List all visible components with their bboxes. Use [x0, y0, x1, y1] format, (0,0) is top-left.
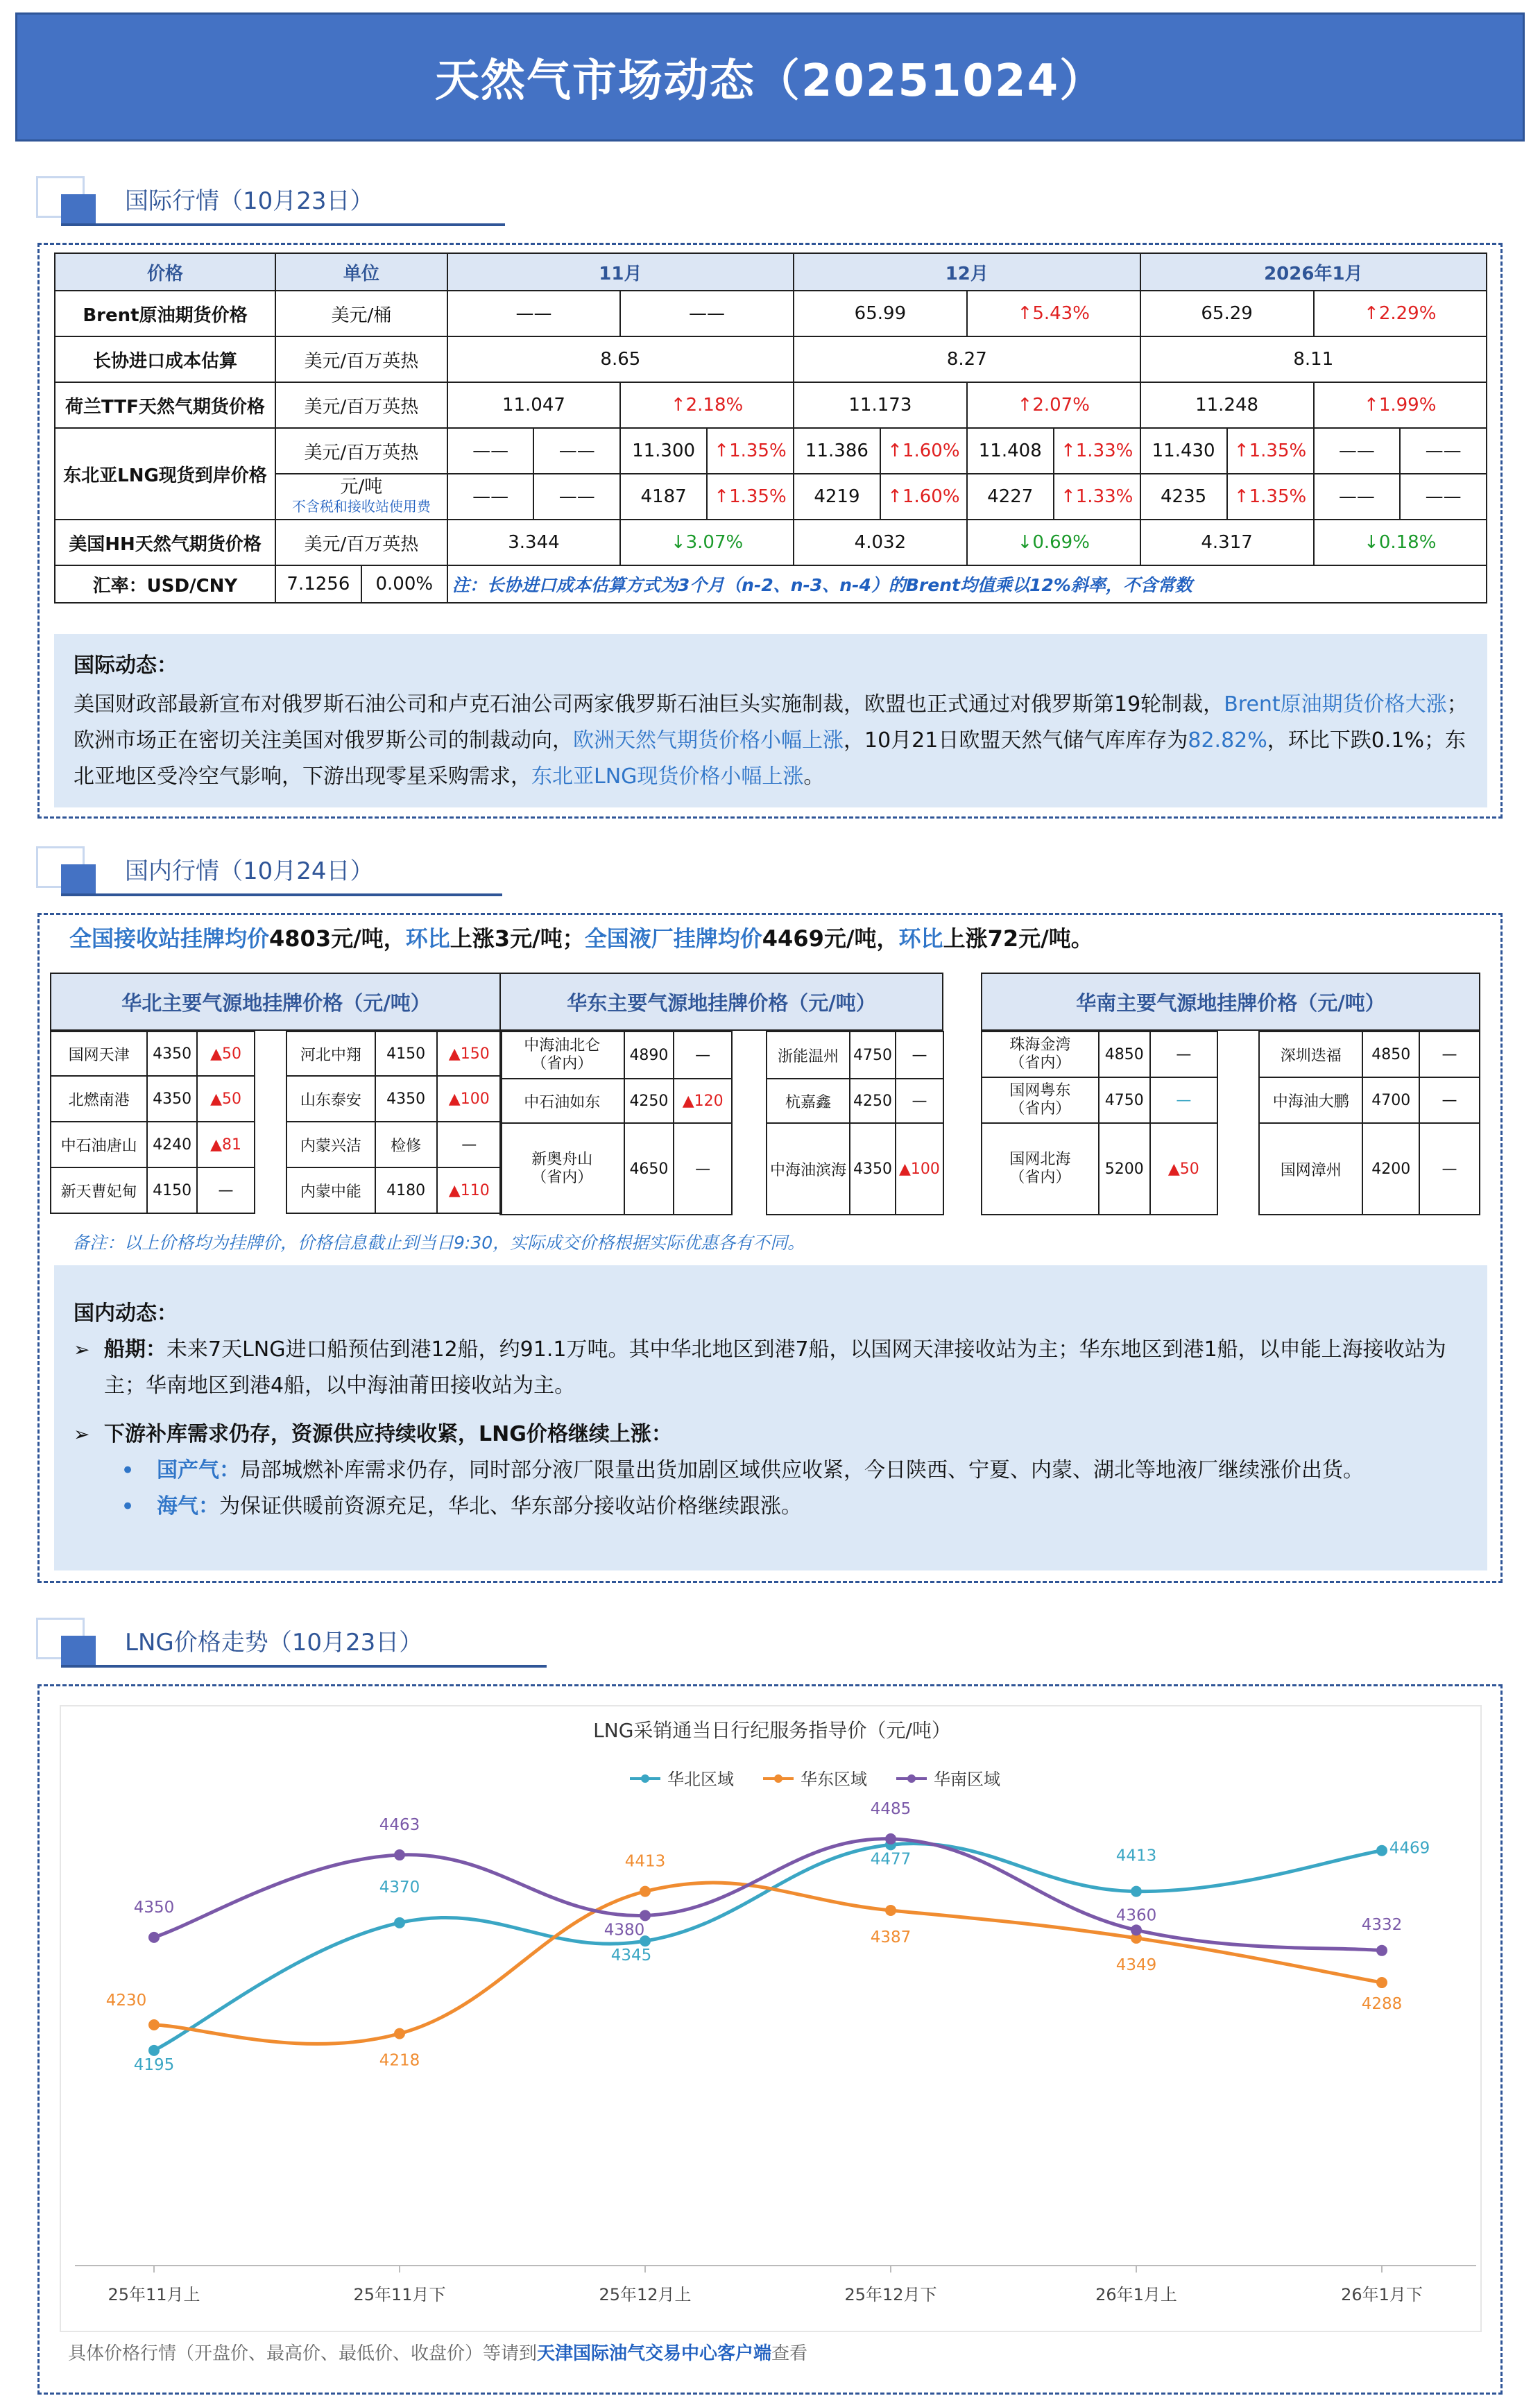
x-tick-label: 25年12月下	[844, 2285, 937, 2304]
data-point	[1131, 1924, 1142, 1935]
lng-price-chart	[61, 1706, 1483, 2334]
section-title-trend: LNG价格走势（10月23日）	[125, 1629, 423, 1657]
domestic-news-panel	[54, 1265, 1487, 1570]
th-jan: 2026年1月	[1140, 253, 1487, 291]
ship-schedule-item: ➢ 船期：未来7天LNG进口船预估到港12船，约91.1万吨。其中华北地区到港7船，以国网天津接收站为主；华东地区到港1船，以申能上海接收站为主；华南地区到港4船，以中海油莆田接收站为主。	[74, 1332, 1468, 1404]
page-title: 天然气市场动态（20251024）	[434, 55, 1106, 107]
data-label: 4413	[624, 1852, 666, 1871]
data-point	[148, 2045, 160, 2056]
row-lng-usd: 东北亚LNG现货到岸价格 美元/百万英热 —— —— 11.300 ↑1.35% 11.386 ↑1.60% 11.408 ↑1.33% 11.430 ↑1.35% —— ——	[55, 428, 1487, 474]
south-right-table: 深圳迭福 4850 — 中海油大鹏 4700 — 国网漳州 4200 —	[1258, 1031, 1480, 1215]
series-line	[154, 1883, 1382, 2044]
data-label: 4463	[379, 1816, 420, 1835]
page-banner	[15, 12, 1525, 142]
east-left-table: 中海油北仑 （省内） 4890 — 中石油如东 4250 ▲120 新奥舟山 （省内） 4650 —	[499, 1031, 733, 1215]
chart-legend	[630, 1770, 1000, 1789]
data-point	[394, 1849, 405, 1860]
data-label: 4288	[1361, 1995, 1403, 2014]
data-label: 4485	[870, 1799, 912, 1818]
x-tick-label: 25年11月下	[353, 2285, 446, 2304]
x-axis-labels	[108, 2266, 1422, 2304]
x-tick-label: 26年1月上	[1095, 2285, 1177, 2304]
data-point	[1376, 1945, 1387, 1956]
data-point	[1376, 1845, 1387, 1856]
data-point	[885, 1905, 896, 1916]
data-point	[885, 1833, 896, 1845]
row-ttf: 荷兰TTF天然气期货价格 美元/百万英热 11.047 ↑2.18% 11.173 ↑2.07% 11.248 ↑1.99%	[55, 382, 1487, 428]
th-dec: 12月	[794, 253, 1140, 291]
intl-news-title: 国际动态：	[74, 653, 178, 678]
x-tick-label: 25年12月上	[599, 2285, 692, 2304]
fx-note: 注：长协进口成本估算方式为3个月（n-2、n-3、n-4）的Brent均值乘以12%斜率，不含常数	[447, 565, 1487, 603]
data-label: 4370	[379, 1878, 420, 1897]
price-remark: 备注：以上价格均为挂牌价，价格信息截止到当日9:30，实际成交价格根据实际优惠各有不同。	[72, 1233, 805, 1253]
legend-label: 华南区域	[934, 1770, 1000, 1789]
section-title-intl: 国际行情（10月23日）	[125, 187, 374, 215]
data-label: 4413	[1115, 1847, 1157, 1865]
footer-note: 具体价格行情（开盘价、最高价、最低价、收盘价）等请到天津国际油气交易中心客户端查看	[68, 2343, 808, 2364]
chart-data-labels	[106, 1800, 1430, 2074]
row-brent: Brent原油期货价格 美元/桶 —— —— 65.99 ↑5.43% 65.29 ↑2.29%	[55, 291, 1487, 336]
data-point	[640, 1886, 651, 1897]
row-hh: 美国HH天然气期货价格 美元/百万英热 3.344 ↓3.07% 4.032 ↓0.69% 4.317 ↓0.18%	[55, 520, 1487, 565]
series-line	[154, 1839, 1382, 1951]
domestic-news-title: 国内动态：	[74, 1301, 178, 1326]
data-label: 4345	[610, 1946, 652, 1965]
chart-title: LNG采销通当日行纪服务指导价（元/吨）	[593, 1719, 951, 1742]
region-north	[50, 973, 502, 1224]
data-point	[148, 2019, 160, 2030]
domestic-summary: 全国接收站挂牌均价4803元/吨，环比上涨3元/吨；全国液厂挂牌均价4469元/吨，环比上涨72元/吨。	[69, 925, 1093, 952]
intl-price-table	[54, 253, 1487, 604]
region-east	[499, 973, 943, 1214]
data-label: 4195	[133, 2055, 175, 2074]
legend-marker	[774, 1774, 782, 1783]
lng-chart-card	[60, 1705, 1482, 2332]
demand-item: ➢ 下游补库需求仍存，资源供应持续收紧，LNG价格继续上涨：	[74, 1417, 1468, 1453]
th-unit: 单位	[275, 253, 447, 291]
row-fx: 汇率：USD/CNY 7.1256 0.00% 注：长协进口成本估算方式为3个月（n-2、n-3、n-4）的Brent均值乘以12%斜率，不含常数	[55, 565, 1487, 603]
region-east-title: 华东主要气源地挂牌价格（元/吨）	[499, 973, 943, 1031]
north-right-table: 河北中翔 4150 ▲150 山东泰安 4350 ▲100 内蒙兴洁 检修 — 内蒙中能 4180 ▲110	[286, 1031, 502, 1214]
th-price: 价格	[55, 253, 275, 291]
intl-news-panel	[54, 634, 1487, 807]
row-lng-cny: 元/吨 不含税和接收站使用费 —— —— 4187 ↑1.35% 4219 ↑1.60% 4227 ↑1.33% 4235 ↑1.35% —— ——	[55, 474, 1487, 520]
region-south	[981, 973, 1480, 1214]
data-point	[640, 1910, 651, 1921]
legend-marker	[641, 1774, 649, 1783]
th-nov: 11月	[447, 253, 794, 291]
data-point	[1131, 1886, 1142, 1897]
legend-label: 华北区域	[667, 1770, 734, 1789]
data-label: 4349	[1115, 1955, 1157, 1974]
region-north-title: 华北主要气源地挂牌价格（元/吨）	[50, 973, 502, 1031]
south-left-table: 珠海金湾 （省内） 4850 — 国网粤东 （省内） 4750 — 国网北海 （省内） 5200 ▲50	[981, 1031, 1218, 1215]
data-point	[1376, 1977, 1387, 1988]
row-changxie: 长协进口成本估算 美元/百万英热 8.65 8.27 8.11	[55, 336, 1487, 382]
chart-series	[154, 1839, 1382, 2051]
section-title-domestic: 国内行情（10月24日）	[125, 857, 374, 885]
north-left-table: 国网天津 4350 ▲50 北燃南港 4350 ▲50 中石油唐山 4240 ▲81 新天曹妃甸 4150 —	[50, 1031, 255, 1214]
legend-marker	[907, 1774, 916, 1783]
data-label: 4350	[133, 1898, 175, 1917]
data-label: 4360	[1115, 1906, 1157, 1925]
intl-news-text: 美国财政部最新宣布对俄罗斯石油公司和卢克石油公司两家俄罗斯石油巨头实施制裁，欧盟也正式通过对俄罗斯第19轮制裁，Brent原油期货价格大涨；欧洲市场正在密切关注美国对俄罗斯公司的制裁动向，欧洲天然气期货价格小幅上涨，10月21日欧盟天然气储气库库存为82.82%，环比下跌0.1%；东北亚地区受冷空气影响，下游出现零星采购需求，东北亚LNG现货价格小幅上涨。	[74, 692, 1468, 789]
data-label: 4380	[604, 1921, 645, 1940]
data-label: 4218	[379, 2051, 420, 2070]
east-right-table: 浙能温州 4750 — 杭嘉鑫 4250 — 中海油滨海 4350 ▲100	[766, 1031, 944, 1215]
domestic-gas-item: • 国产气：局部城燃补库需求仍存，同时部分液厂限量出货加剧区域供应收紧，今日陕西、宁夏、内蒙、湖北等地液厂继续涨价出货。	[74, 1453, 1468, 1489]
data-label: 4477	[870, 1850, 912, 1869]
data-label: 4230	[105, 1992, 147, 2010]
data-point	[394, 2028, 405, 2039]
data-label: 4469	[1389, 1839, 1430, 1858]
data-label: 4387	[870, 1928, 912, 1946]
legend-label: 华东区域	[801, 1770, 867, 1789]
data-label: 4332	[1361, 1915, 1403, 1934]
data-point	[394, 1917, 405, 1928]
x-tick-label: 25年11月上	[108, 2285, 200, 2304]
x-tick-label: 26年1月下	[1341, 2285, 1423, 2304]
sea-gas-item: • 海气：为保证供暖前资源充足，华北、华东部分接收站价格继续跟涨。	[74, 1489, 1468, 1525]
region-south-title: 华南主要气源地挂牌价格（元/吨）	[981, 973, 1480, 1031]
data-point	[148, 1932, 160, 1943]
